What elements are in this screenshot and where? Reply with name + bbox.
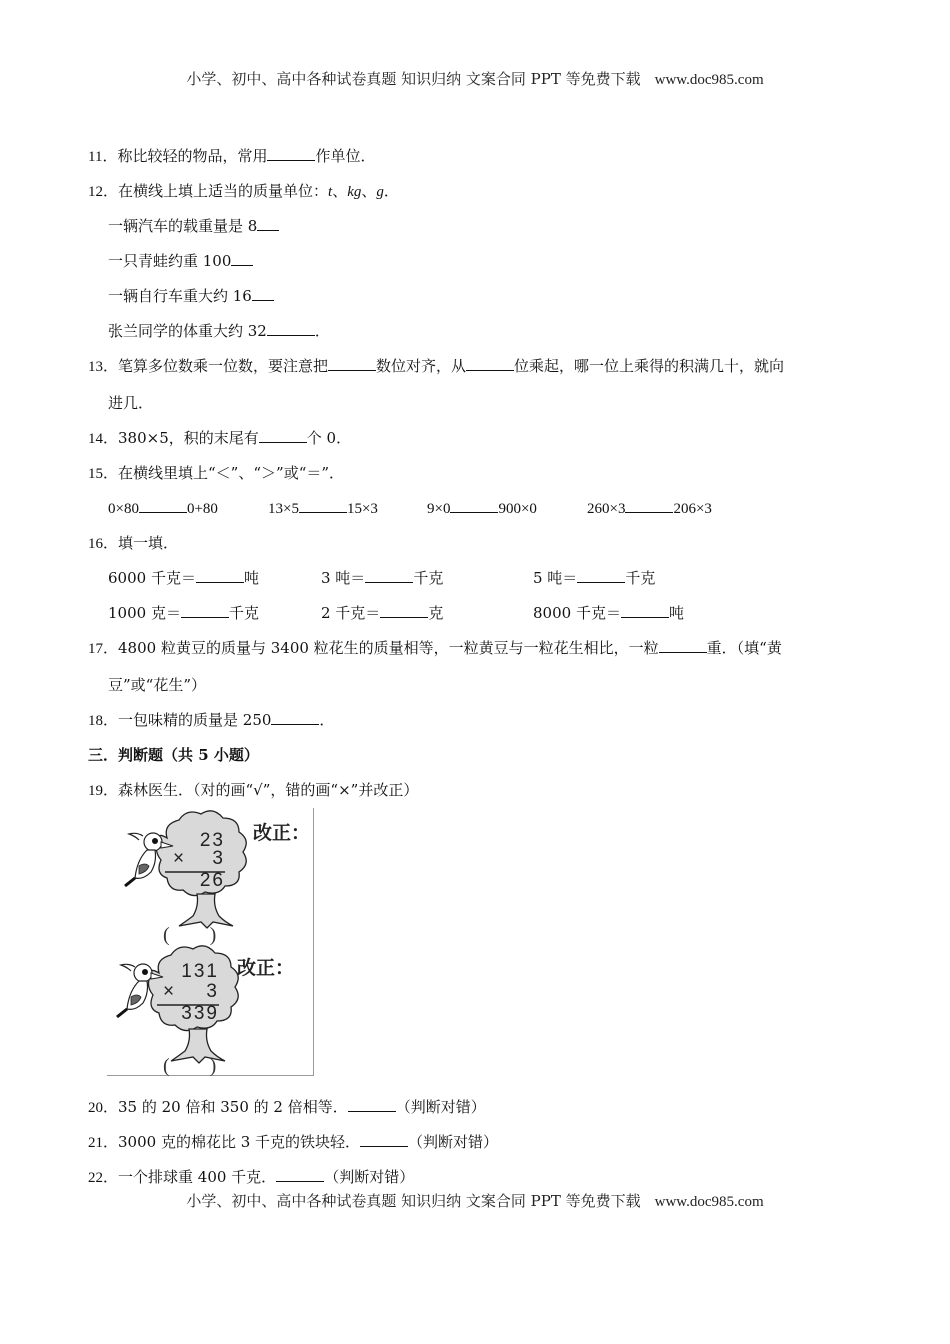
answer-blank[interactable] xyxy=(365,568,413,583)
answer-blank[interactable] xyxy=(267,146,315,161)
answer-blank[interactable] xyxy=(621,603,669,618)
question-number: 11． xyxy=(88,149,118,165)
answer-blank[interactable] xyxy=(267,321,315,336)
footer-url: www.doc985.com xyxy=(654,1194,764,1210)
answer-blank[interactable] xyxy=(659,638,707,653)
question-22 xyxy=(88,1167,414,1188)
convert-right: 千克 xyxy=(228,604,259,622)
question-text: （判断对错） xyxy=(408,1133,499,1151)
question-text: 豆”或“花生”） xyxy=(108,676,207,694)
answer-blank[interactable] xyxy=(139,498,187,513)
answer-blank[interactable] xyxy=(271,710,319,725)
unit-kg: kg xyxy=(347,184,362,200)
separator: 、 xyxy=(361,182,377,200)
header-text: 小学、初中、高中各种试卷真题 知识归纳 文案合同 PPT 等免费下载 xyxy=(186,70,641,88)
question-21 xyxy=(88,1132,498,1153)
convert-right: 千克 xyxy=(625,569,656,587)
question-number: 13． xyxy=(88,359,119,375)
question-text: 4800 粒黄豆的质量与 3400 粒花生的质量相等，一粒黄豆与一粒花生相比，一粒 xyxy=(118,639,659,657)
question-13-cont xyxy=(108,393,153,413)
question-number: 20． xyxy=(88,1100,119,1116)
compare-item xyxy=(108,498,218,519)
question-text: 380×5，积的末尾有 xyxy=(118,429,259,447)
convert-right: 吨 xyxy=(668,604,684,622)
question-14 xyxy=(88,428,351,449)
page-footer xyxy=(0,1190,950,1211)
question-12-item xyxy=(108,251,253,271)
expr-right: 206×3 xyxy=(673,501,712,517)
answer-blank[interactable] xyxy=(181,603,229,618)
compare-item xyxy=(587,498,712,519)
convert-item xyxy=(108,603,259,623)
question-number: 16． xyxy=(88,536,119,552)
section-title: 三．判断题（共 5 小题） xyxy=(88,746,259,764)
answer-paren[interactable]: ( ) xyxy=(163,924,217,946)
convert-left: 3 吨＝ xyxy=(321,569,366,587)
compare-item xyxy=(427,498,537,519)
question-text: 作单位． xyxy=(315,147,376,165)
convert-right: 千克 xyxy=(413,569,444,587)
question-number: 22． xyxy=(88,1170,119,1186)
question-text: （判断对错） xyxy=(324,1168,415,1186)
question-text: 3000 克的棉花比 3 千克的铁块轻． xyxy=(118,1133,361,1151)
calc-operator: × xyxy=(163,981,177,1002)
convert-item xyxy=(533,603,684,623)
question-12-item xyxy=(108,321,330,341)
item-text: 一辆自行车重大约 16 xyxy=(108,287,252,305)
item-text: 一辆汽车的载重量是 8 xyxy=(108,217,258,235)
question-number: 12． xyxy=(88,184,119,200)
answer-blank[interactable] xyxy=(259,428,307,443)
question-17-cont xyxy=(108,675,206,695)
question-12 xyxy=(88,181,399,202)
question-19 xyxy=(88,780,418,801)
question-number: 14． xyxy=(88,431,119,447)
punctuation: ． xyxy=(383,182,399,200)
calc-multiplicand: 23 xyxy=(199,830,225,851)
figure-panel-2 xyxy=(107,943,313,1077)
question-20 xyxy=(88,1097,486,1118)
answer-blank[interactable] xyxy=(360,1132,408,1147)
calc-operator: × xyxy=(173,848,187,869)
unit-g: g xyxy=(376,184,384,200)
calc-product: 26 xyxy=(199,870,225,891)
question-12-item xyxy=(108,286,274,306)
answer-blank[interactable] xyxy=(625,498,673,513)
unit-t: t xyxy=(328,184,333,200)
convert-left: 6000 千克＝ xyxy=(108,569,196,587)
answer-blank[interactable] xyxy=(231,251,253,266)
question-number: 15． xyxy=(88,466,119,482)
answer-blank[interactable] xyxy=(196,568,244,583)
expr-right: 15×3 xyxy=(346,501,378,517)
answer-blank[interactable] xyxy=(252,286,274,301)
convert-left: 8000 千克＝ xyxy=(533,604,621,622)
convert-item xyxy=(321,603,443,623)
expr-left: 260×3 xyxy=(587,501,626,517)
answer-blank[interactable] xyxy=(257,216,279,231)
convert-left: 1000 克＝ xyxy=(108,604,181,622)
answer-blank[interactable] xyxy=(328,356,376,371)
expr-left: 9×0 xyxy=(427,501,451,517)
convert-right: 吨 xyxy=(243,569,259,587)
calc-product: 339 xyxy=(181,1003,219,1024)
question-number: 17． xyxy=(88,641,119,657)
correct-label: 改正： xyxy=(237,957,295,979)
item-text: 一只青蛙约重 100 xyxy=(108,252,232,270)
question-text: 进几． xyxy=(108,394,154,412)
calc-multiplier: 3 xyxy=(206,981,219,1002)
expr-left: 0×80 xyxy=(108,501,139,517)
question-text: 数位对齐，从 xyxy=(376,357,467,375)
question-number: 18． xyxy=(88,713,119,729)
question-text: 个 0． xyxy=(306,429,352,447)
expr-left: 13×5 xyxy=(268,501,299,517)
answer-blank[interactable] xyxy=(299,498,347,513)
footer-text: 小学、初中、高中各种试卷真题 知识归纳 文案合同 PPT 等免费下载 xyxy=(186,1192,641,1210)
question-16 xyxy=(88,533,178,554)
answer-blank[interactable] xyxy=(348,1097,396,1112)
question-text: 笔算多位数乘一位数，要注意把 xyxy=(118,357,329,375)
forest-doctor-figure xyxy=(107,808,314,1076)
question-number: 21． xyxy=(88,1135,119,1151)
header-url: www.doc985.com xyxy=(654,72,764,88)
question-text: 填一填． xyxy=(118,534,179,552)
question-15 xyxy=(88,463,344,484)
question-text: 重．（填“黄 xyxy=(706,639,782,657)
question-18 xyxy=(88,710,334,731)
item-text: 张兰同学的体重大约 32 xyxy=(108,322,267,340)
question-text: 在横线上填上适当的质量单位： xyxy=(118,182,329,200)
calc-multiplicand: 131 xyxy=(181,961,219,982)
page-header xyxy=(0,68,950,89)
figure-panel-1 xyxy=(107,808,313,946)
answer-paren[interactable]: ( ) xyxy=(163,1055,217,1077)
convert-left: 2 千克＝ xyxy=(321,604,381,622)
answer-blank[interactable] xyxy=(466,356,514,371)
convert-item xyxy=(321,568,443,588)
answer-blank[interactable] xyxy=(450,498,498,513)
punctuation: ． xyxy=(314,322,330,340)
question-text: （判断对错） xyxy=(395,1098,486,1116)
question-text: 森林医生．（对的画“√”，错的画“×”并改正） xyxy=(118,781,419,799)
correct-label: 改正： xyxy=(253,822,311,844)
convert-left: 5 吨＝ xyxy=(533,569,578,587)
question-text: 一包味精的质量是 250 xyxy=(118,711,272,729)
expr-right: 0+80 xyxy=(186,501,218,517)
question-text: 一个排球重 400 千克． xyxy=(118,1168,277,1186)
expr-right: 900×0 xyxy=(498,501,537,517)
question-12-item xyxy=(108,216,279,236)
question-11 xyxy=(88,146,375,167)
question-17 xyxy=(88,638,782,659)
question-text: 35 的 20 倍和 350 的 2 倍相等． xyxy=(118,1098,348,1116)
convert-item xyxy=(533,568,655,588)
calc-multiplier: 3 xyxy=(212,848,225,869)
compare-item xyxy=(268,498,378,519)
question-text: 称比较轻的物品，常用 xyxy=(117,147,268,165)
convert-right: 克 xyxy=(428,604,444,622)
answer-blank[interactable] xyxy=(380,603,428,618)
question-text: 位乘起，哪一位上乘得的积满几十，就向 xyxy=(514,357,785,375)
question-13 xyxy=(88,356,784,377)
convert-item xyxy=(108,568,259,588)
separator: 、 xyxy=(332,182,348,200)
answer-blank[interactable] xyxy=(577,568,625,583)
answer-blank[interactable] xyxy=(276,1167,324,1182)
question-text: 在横线里填上“＜”、“＞”或“＝”． xyxy=(118,464,345,482)
question-text: ． xyxy=(319,711,335,729)
question-number: 19． xyxy=(88,783,119,799)
